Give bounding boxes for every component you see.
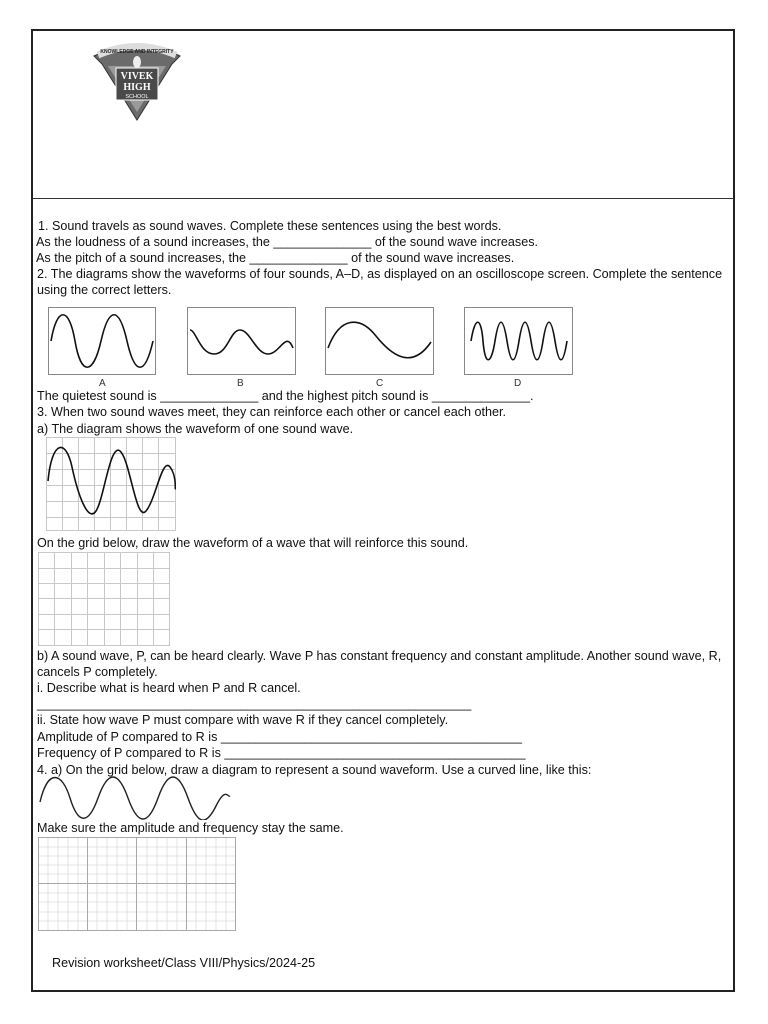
waveform-a — [48, 307, 156, 375]
q3-b-text: b) A sound wave, P, can be heard clearly. Wave P has constant frequency and constant amplitude. Another sound wave, R, cancels P completely. — [37, 649, 722, 679]
q3-answer-grid[interactable] — [38, 552, 170, 646]
waveform-d-label: D — [514, 378, 522, 389]
q1-pitch: As the pitch of a sound increases, the ______________ of the sound wave increases. — [36, 251, 515, 265]
q4-answer-grid[interactable] — [38, 837, 236, 931]
waveform-b — [187, 307, 296, 375]
q3-frequency: Frequency of P compared to R is ___________________________________________ — [37, 746, 526, 760]
header-divider — [33, 198, 733, 199]
waveform-a-label: A — [99, 378, 106, 389]
q3-b-i-answer-line[interactable]: ______________________________________________________________ — [37, 697, 472, 711]
logo-high: HIGH — [123, 82, 151, 93]
q4-note: Make sure the amplitude and frequency stay the same. — [37, 821, 344, 835]
school-logo — [92, 40, 182, 122]
waveform-c-label: C — [376, 378, 384, 389]
q3-b-ii: ii. State how wave P must compare with wave R if they cancel completely. — [37, 713, 449, 727]
q2-sentence: The quietest sound is ______________ and the highest pitch sound is ______________. — [37, 389, 534, 403]
q3-amplitude: Amplitude of P compared to R is ___________________________________________ — [37, 730, 523, 744]
logo-vivek: VIVEK — [120, 71, 154, 82]
q1-intro: 1. Sound travels as sound waves. Complete these sentences using the best words. — [38, 219, 502, 233]
q3-b-i: i. Describe what is heard when P and R cancel. — [37, 681, 301, 695]
q4-intro: 4. a) On the grid below, draw a diagram to represent a sound waveform. Use a curved line, like this: — [37, 763, 592, 777]
q3-grid-instruction: On the grid below, draw the waveform of a wave that will reinforce this sound. — [37, 536, 469, 550]
waveform-b-label: B — [237, 378, 244, 389]
q4-example-wave — [38, 776, 232, 820]
q3-a-text: a) The diagram shows the waveform of one sound wave. — [37, 422, 354, 436]
q3-intro: 3. When two sound waves meet, they can reinforce each other or cancel each other. — [37, 405, 507, 419]
waveform-c — [325, 307, 434, 375]
q1-loudness: As the loudness of a sound increases, the ______________ of the sound wave increases. — [36, 235, 539, 249]
waveform-d — [464, 307, 573, 375]
logo-school: SCHOOL — [125, 94, 149, 100]
logo-arc-text: KNOWLEDGE AND INTEGRITY — [100, 49, 174, 55]
footer-text: Revision worksheet/Class VIII/Physics/2024-25 — [52, 956, 316, 970]
q3-wave-grid — [46, 437, 176, 531]
q2-intro: 2. The diagrams show the waveforms of four sounds, A–D, as displayed on an oscilloscope screen. Complete the sentence using the correct letters. — [37, 267, 723, 297]
